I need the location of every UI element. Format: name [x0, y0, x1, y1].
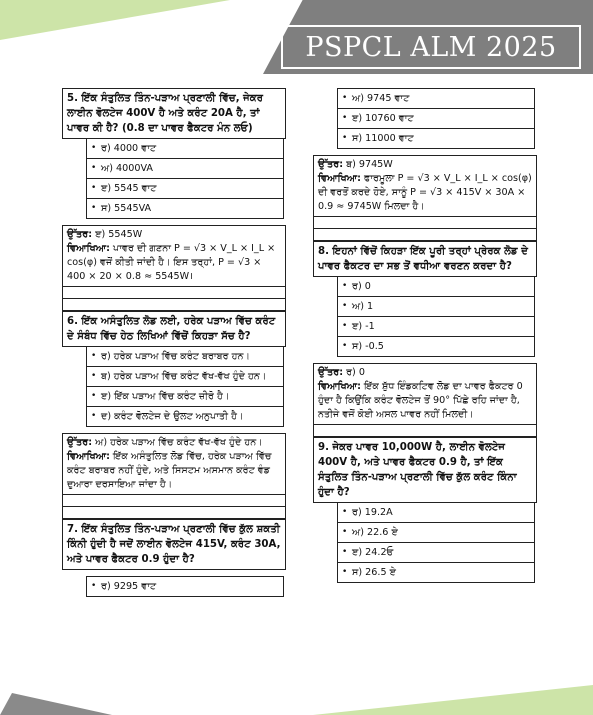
answer-label: ਉੱਤਰ:	[318, 159, 344, 170]
blank-row	[313, 425, 537, 437]
answer-text: ੲ) 5545W	[95, 229, 143, 240]
question-9-options	[337, 503, 535, 583]
option[interactable]: • ਅ) 9745 ਵਾਟ	[338, 89, 534, 108]
option[interactable]: • ਬ) ਹਰੇਕ ਪੜਾਅ ਵਿੱਚ ਕਰੰਟ ਵੱਖ-ਵੱਖ ਹੁੰਦੇ ਹਨ।	[87, 366, 283, 386]
option[interactable]: • ਸ) 26.5 ਏ	[338, 562, 534, 582]
bottom-left-grey-accent	[0, 693, 112, 715]
option[interactable]: • ਅ) 22.6 ਏ	[338, 522, 534, 542]
explanation-text: ਪਾਵਰ ਦੀ ਗਣਨਾ P = √3 × V_L × I_L × cos(φ) ਵਜੋਂ ਕੀਤੀ ਜਾਂਦੀ ਹੈ। ਇਸ ਤਰ੍ਹਾਂ, P = √3 × 400 × 20 × 0.8 ≈ 5545W।	[67, 243, 276, 282]
answer-text: ਰ) 0	[346, 367, 365, 378]
bottom-right-green-accent	[313, 685, 593, 715]
blank-row	[62, 507, 286, 519]
answer-label: ਉੱਤਰ:	[67, 437, 93, 448]
option[interactable]: • ਰ) 19.2A	[338, 503, 534, 522]
right-column	[313, 88, 537, 583]
question-8: 8. ਇਹਨਾਂ ਵਿੱਚੋਂ ਕਿਹੜਾ ਇੱਕ ਪੂਰੀ ਤਰ੍ਹਾਂ ਪ੍ਰੇਰਕ ਲੋਡ ਦੇ ਪਾਵਰ ਫੈਕਟਰ ਦਾ ਸਭ ਤੋਂ ਵਧੀਆ ਵਰਣਨ ਕਰਦਾ ਹੈ?	[313, 241, 537, 277]
question-5: 5. ਇੱਕ ਸੰਤੁਲਿਤ ਤਿੰਨ-ਪੜਾਅ ਪ੍ਰਣਾਲੀ ਵਿੱਚ, ਜੇਕਰ ਲਾਈਨ ਵੋਲਟੇਜ 400V ਹੈ ਅਤੇ ਕਰੰਟ 20A ਹੈ, ਤਾਂ ਪਾਵਰ ਕੀ ਹੈ? (0.8 ਦਾ ਪਾਵਰ ਫੈਕਟਰ ਮੰਨ ਲਓ)	[62, 88, 286, 139]
explanation-text: ਇੱਕ ਅਸੰਤੁਲਿਤ ਲੋਡ ਵਿੱਚ, ਹਰੇਕ ਪੜਾਅ ਵਿੱਚ ਕਰੰਟ ਬਰਾਬਰ ਨਹੀਂ ਹੁੰਦੇ, ਅਤੇ ਸਿਸਟਮ ਅਸਮਾਨ ਕਰੰਟ ਵੰਡ ਦੁਆਰਾ ਦਰਸਾਇਆ ਜਾਂਦਾ ਹੈ।	[67, 451, 272, 490]
blank-row	[62, 299, 286, 311]
blank-row	[62, 287, 286, 299]
top-left-green-accent	[0, 0, 230, 40]
question-6: 6. ਇੱਕ ਅਸੰਤੁਲਿਤ ਲੋਡ ਲਈ, ਹਰੇਕ ਪੜਾਅ ਵਿੱਚ ਕਰੰਟ ਦੇ ਸੰਬੰਧ ਵਿੱਚ ਹੇਠ ਲਿਖਿਆਂ ਵਿੱਚੋਂ ਕਿਹੜਾ ਸੱਚ ਹੈ?	[62, 311, 286, 347]
option[interactable]: • ਅ) 1	[338, 296, 534, 316]
answer-8-box	[313, 363, 537, 425]
blank-row	[313, 229, 537, 241]
option[interactable]: • ਸ) 11000 ਵਾਟ	[338, 128, 534, 148]
explanation-label: ਵਿਆਖਿਆ:	[318, 381, 361, 392]
option[interactable]: • ਰ) 0	[338, 277, 534, 296]
explanation-text: ਫਾਰਮੂਲਾ P = √3 × V_L × I_L × cos(φ) ਦੀ ਵਰਤੋਂ ਕਰਦੇ ਹੋਏ, ਸਾਨੂੰ P = √3 × 415V × 30A × 0.9 ≈ 9745W ਮਿਲਦਾ ਹੈ।	[318, 173, 532, 212]
option[interactable]: • ੲ) 10760 ਵਾਟ	[338, 108, 534, 128]
question-6-options	[86, 347, 284, 427]
blank-row	[62, 495, 286, 507]
option[interactable]: • ਦ) ਕਰੰਟ ਵੋਲਟੇਜ ਦੇ ਉਲਟ ਅਨੁਪਾਤੀ ਹੈ।	[87, 406, 283, 426]
option[interactable]: • ਰ) ਹਰੇਕ ਪੜਾਅ ਵਿੱਚ ਕਰੰਟ ਬਰਾਬਰ ਹਨ।	[87, 347, 283, 366]
question-7-options-continued	[337, 88, 535, 149]
answer-text: ਬ) 9745W	[346, 159, 393, 170]
option[interactable]: • ਸ) -0.5	[338, 336, 534, 356]
header-title-box	[281, 25, 581, 69]
explanation-text: ਇੱਕ ਸ਼ੁੱਧ ਇੰਡਕਟਿਵ ਲੋਡ ਦਾ ਪਾਵਰ ਫੈਕਟਰ 0 ਹੁੰਦਾ ਹੈ ਕਿਉਂਕਿ ਕਰੰਟ ਵੋਲਟੇਜ ਤੋਂ 90° ਪਿੱਛੇ ਰਹਿ ਜਾਂਦਾ ਹੈ, ਨਤੀਜੇ ਵਜੋਂ ਕੋਈ ਅਸਲ ਪਾਵਰ ਨਹੀਂ ਮਿਲਦੀ।	[318, 381, 523, 420]
option[interactable]: • ਰ) 9295 ਵਾਟ	[87, 577, 283, 596]
answer-6-box	[62, 433, 286, 495]
option[interactable]: • ੲ) -1	[338, 316, 534, 336]
explanation-label: ਵਿਆਖਿਆ:	[67, 451, 110, 462]
question-7-options	[86, 576, 284, 597]
option[interactable]: • ੲ) 5545 ਵਾਟ	[87, 178, 283, 198]
question-5-options	[86, 139, 284, 219]
blank-row	[313, 217, 537, 229]
option[interactable]: • ਰ) 4000 ਵਾਟ	[87, 139, 283, 158]
explanation-label: ਵਿਆਖਿਆ:	[318, 173, 361, 184]
option[interactable]: • ੲ) ਇੱਕ ਪੜਾਅ ਵਿੱਚ ਕਰੰਟ ਜ਼ੀਰੋ ਹੈ।	[87, 386, 283, 406]
explanation-label: ਵਿਆਖਿਆ:	[67, 243, 110, 254]
option[interactable]: • ਸ) 5545VA	[87, 198, 283, 218]
question-8-options	[337, 277, 535, 357]
option[interactable]: • ੲ) 24.2ਓ	[338, 542, 534, 562]
question-9: 9. ਜੇਕਰ ਪਾਵਰ 10,000W ਹੈ, ਲਾਈਨ ਵੋਲਟੇਜ 400V ਹੈ, ਅਤੇ ਪਾਵਰ ਫੈਕਟਰ 0.9 ਹੈ, ਤਾਂ ਇੱਕ ਸੰਤੁਲਿਤ ਤਿੰਨ-ਪੜਾਅ ਪ੍ਰਣਾਲੀ ਵਿੱਚ ਕੁੱਲ ਕਰੰਟ ਕਿੰਨਾ ਹੁੰਦਾ ਹੈ?	[313, 437, 537, 503]
question-7: 7. ਇੱਕ ਸੰਤੁਲਿਤ ਤਿੰਨ-ਪੜਾਅ ਪ੍ਰਣਾਲੀ ਵਿੱਚ ਕੁੱਲ ਸ਼ਕਤੀ ਕਿੰਨੀ ਹੁੰਦੀ ਹੈ ਜਦੋਂ ਲਾਈਨ ਵੋਲਟੇਜ 415V, ਕਰੰਟ 30A, ਅਤੇ ਪਾਵਰ ਫੈਕਟਰ 0.9 ਹੁੰਦਾ ਹੈ?	[62, 519, 286, 570]
page-title: PSPCL ALM 2025	[305, 31, 557, 63]
answer-text: ਅ) ਹਰੇਕ ਪੜਾਅ ਵਿੱਚ ਕਰੰਟ ਵੱਖ-ਵੱਖ ਹੁੰਦੇ ਹਨ।	[95, 437, 263, 448]
left-column	[62, 88, 286, 597]
answer-label: ਉੱਤਰ:	[67, 229, 93, 240]
option[interactable]: • ਅ) 4000VA	[87, 158, 283, 178]
answer-5-box	[62, 225, 286, 287]
answer-label: ਉੱਤਰ:	[318, 367, 344, 378]
answer-7-box	[313, 155, 537, 217]
